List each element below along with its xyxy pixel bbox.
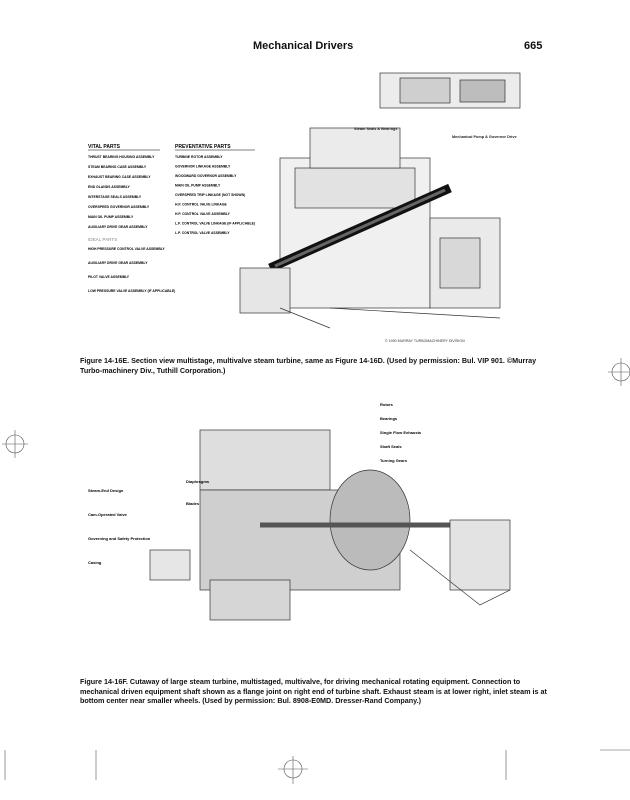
page-number: 665 bbox=[524, 40, 543, 52]
preventative-part-item: MAIN OIL PUMP ASSEMBLY bbox=[175, 183, 221, 188]
callout-steam-seals: Steam Seals & Bearings bbox=[354, 127, 398, 131]
feature-label-left: Casing bbox=[88, 560, 102, 565]
feature-label-right: Rotors bbox=[380, 402, 393, 407]
ideal-part-item: AUXILIARY DRIVE GEAR ASSEMBLY bbox=[88, 261, 148, 265]
callout-pump: Mechanical Pump & Governor Drive bbox=[452, 135, 517, 139]
preventative-part-item: L.P. CONTROL VALVE ASSEMBLY bbox=[175, 231, 230, 235]
feature-label-right: Shaft Seals bbox=[380, 444, 402, 449]
vital-part-item: STEAM BEARING CASE ASSEMBLY bbox=[88, 165, 147, 169]
vital-parts-heading: VITAL PARTS bbox=[88, 144, 120, 150]
vital-part-item: AUXILIARY DRIVE GEAR ASSEMBLY bbox=[88, 225, 148, 229]
feature-label-mid: Diaphragms bbox=[186, 479, 210, 484]
preventative-parts-heading: PREVENTATIVE PARTS bbox=[175, 144, 231, 150]
vital-part-item: EXHAUST BEARING CASE ASSEMBLY bbox=[88, 175, 151, 179]
preventative-part-item: WOODWARD GOVERNOR ASSEMBLY bbox=[175, 174, 237, 178]
ideal-parts-heading: IDEAL PARTS bbox=[88, 237, 118, 242]
feature-label-mid: Blades bbox=[186, 501, 200, 506]
vital-part-item: MAIN OIL PUMP ASSEMBLY bbox=[88, 215, 134, 219]
feature-label-left: Cam-Operated Valve bbox=[88, 512, 127, 517]
preventative-part-item: TURBINE ROTOR ASSEMBLY bbox=[175, 155, 223, 159]
figure-1-caption: Figure 14-16E. Section view multistage, multivalve steam turbine, same as Figure 14-16D. (Used by permission: Bul. VIP 901. ©Murray Turbo-machinery Div., Tuthill Corporation.) bbox=[80, 356, 537, 375]
feature-label-right: Single Flow Exhausts bbox=[380, 430, 422, 435]
page-header-title: Mechanical Drivers bbox=[253, 40, 354, 52]
figure-2-caption: Figure 14-16F. Cutaway of large steam turbine, multistaged, multivalve, for driving mechanical rotating equipment. Connection to mechanical driven equipment shaft shown as a flange joint on right end of turbine shaft. Exhaust steam is at lower right, inlet steam is at bottom center near smaller wheels. (Used by permission: Bul. 8908-E0MD. Dresser-Rand Company.) bbox=[80, 677, 547, 705]
preventative-part-item: H.P. CONTROL VALVE LINKAGE bbox=[175, 202, 227, 207]
feature-label-right: Bearings bbox=[380, 416, 398, 421]
feature-label-left: Governing and Safety Protection bbox=[88, 536, 151, 541]
preventative-part-item: GOVERNOR LINKAGE ASSEMBLY bbox=[175, 164, 231, 169]
vital-part-item: OVERSPEED GOVERNOR ASSEMBLY bbox=[88, 205, 150, 209]
ideal-part-item: LOW PRESSURE VALVE ASSEMBLY (IF APPLICABLE) bbox=[88, 289, 176, 293]
preventative-part-item: OVERSPEED TRIP LINKAGE (NOT SHOWN) bbox=[175, 193, 246, 197]
figure-1-copyright: © 1990 MURRAY TURBOMACHINERY DIVISION bbox=[385, 339, 465, 343]
vital-part-item: END GLANDS ASSEMBLY bbox=[88, 185, 130, 189]
preventative-part-item: L.P. CONTROL VALVE LINKAGE (IF APPLICABLE) bbox=[175, 221, 256, 226]
preventative-part-item: H.P. CONTROL VALVE ASSEMBLY bbox=[175, 212, 230, 216]
vital-part-item: THRUST BEARING HOUSING ASSEMBLY bbox=[88, 155, 155, 159]
vital-part-item: INTERSTAGE SEALS ASSEMBLY bbox=[88, 195, 142, 199]
feature-label-right: Turning Gears bbox=[380, 458, 408, 463]
feature-label-left: Steam-End Design bbox=[88, 488, 124, 493]
ideal-part-item: PILOT VALVE ASSEMBLY bbox=[88, 275, 130, 279]
ideal-part-item: HIGH PRESSURE CONTROL VALVE ASSEMBLY bbox=[88, 247, 165, 251]
